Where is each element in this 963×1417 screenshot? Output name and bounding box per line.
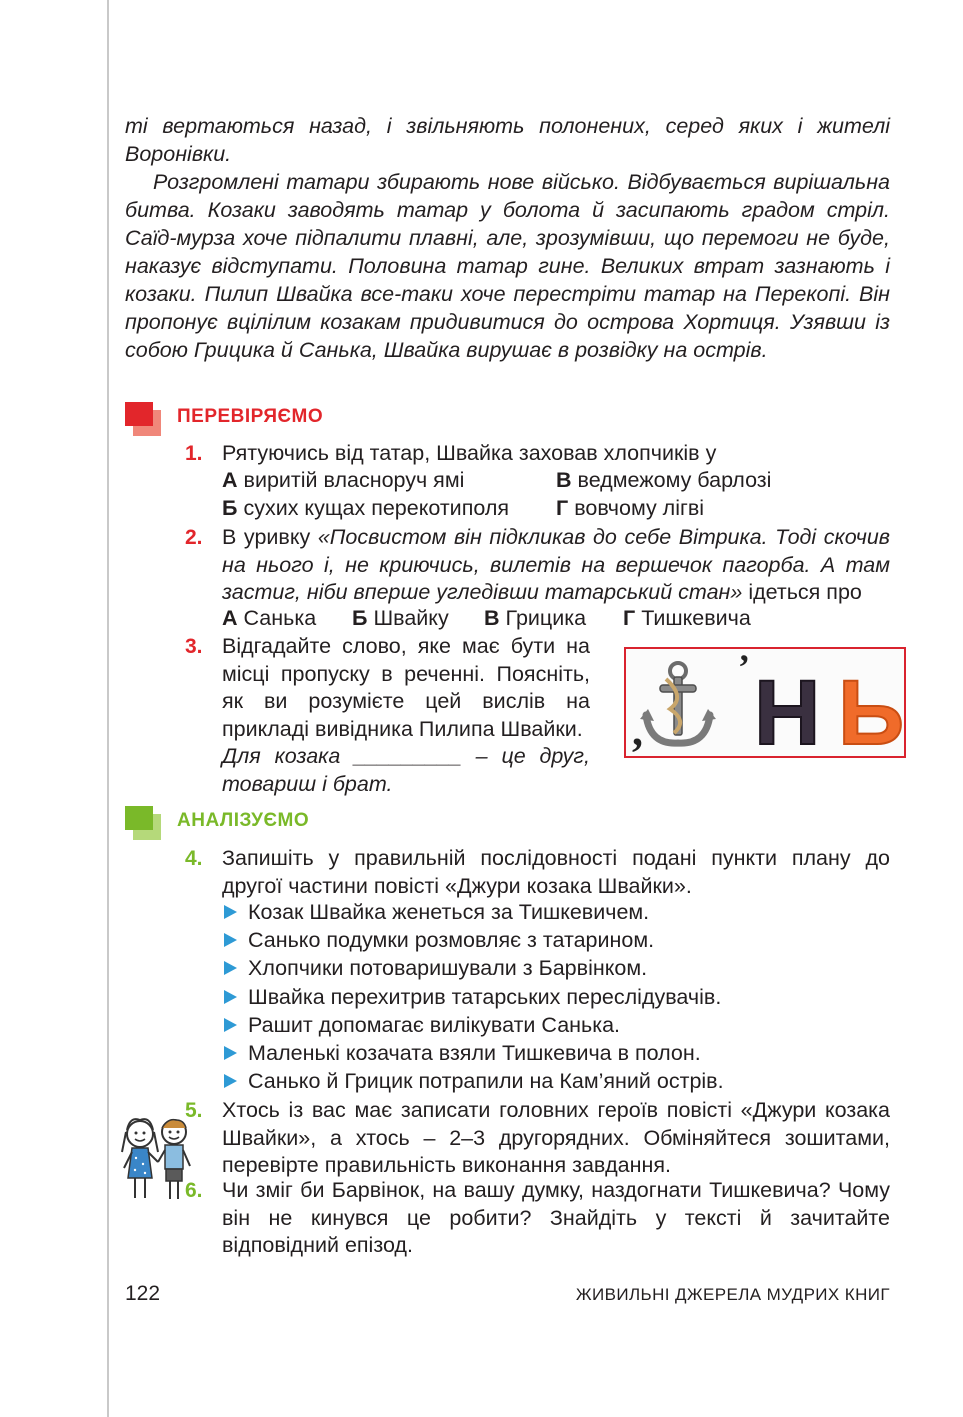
q2-option-a: А Санька — [222, 606, 317, 630]
section-check-title: ПЕРЕВІРЯЄМО — [177, 406, 324, 427]
list-item: Санько й Грицик потрапили на Кам’яний острів. — [222, 1067, 892, 1095]
section-check-icon — [125, 402, 163, 436]
story-paragraph-1: ті вертаються назад, і звільняють полонених, серед яких і жителі Воронівки. — [125, 114, 890, 166]
question-1-text: Рятуючись від татар, Швайка заховав хлопчиків у — [222, 441, 717, 465]
question-6 — [185, 1177, 890, 1260]
list-item: Хлопчики потоваришували з Барвінком. — [222, 954, 892, 982]
q1-option-g: Г вовчому лігві — [556, 496, 705, 520]
q1-option-v: В ведмежому барлозі — [556, 468, 772, 492]
bullet-triangle-icon — [224, 905, 237, 919]
story-paragraph-2: Розгромлені татари збирають нове військо. Відбувається вирішальна битва. Козаки заводять татар у болота й засипають градом стріл. Саїд-мурза хоче підпалити плавні, але, зрозумівши, що перемоги не буде, наказує відступати. Половина татар гине. Великих втрат зазнають і козаки. Пилип Швайка все-таки хоче перестріти татар на Перекопі. Він пропонує вцілілим козакам придивитися до острова Хортиця. Узявши із собою Грицика й Санька, Швайка вирушає в розвідку на острів. — [125, 170, 890, 362]
list-item: Козак Швайка женеться за Тишкевичем. — [222, 898, 892, 926]
question-4-number: 4. — [185, 847, 203, 870]
question-1 — [185, 440, 890, 468]
book-running-title: ЖИВИЛЬНІ ДЖЕРЕЛА МУДРИХ КНИГ — [575, 1285, 890, 1304]
q2-option-v: В Грицика — [484, 606, 587, 630]
question-5-text: Хтось із вас має записати головних героїв повісті «Джури козака Швайки», а хтось – 2–3 другорядних. Обміняйтеся зошитами, перевірте правильність виконання завдання. — [222, 1098, 890, 1177]
question-6-number: 6. — [185, 1179, 203, 1202]
list-item: Санько подумки розмовляє з татарином. — [222, 926, 892, 954]
question-3-number: 3. — [185, 635, 203, 658]
question-1-number: 1. — [185, 442, 203, 465]
bullet-triangle-icon — [224, 1018, 237, 1032]
section-analyze-title: АНАЛІЗУЄМО — [177, 810, 310, 831]
bullet-triangle-icon — [224, 1046, 237, 1060]
rebus-letter-n: Н — [754, 662, 821, 756]
q1-option-a: А виритій власноруч ямі — [222, 468, 465, 492]
rebus-soft-sign: Ь — [838, 662, 904, 756]
question-6-text: Чи зміг би Барвінок, на вашу думку, наздогнати Тишкевича? Чому він не кинувся це робити? Знайдіть у тексті й зачитайте відповідний епізод. — [222, 1178, 890, 1257]
question-3-sentence: Для козака _________ – це друг, товариш і брат. — [222, 744, 590, 796]
bullet-triangle-icon — [224, 933, 237, 947]
page-number: 122 — [125, 1282, 161, 1305]
q1-option-b: Б сухих кущах перекотиполя — [222, 496, 510, 520]
plan-items-list — [222, 898, 892, 1095]
q2-option-g: Г Тишкевича — [623, 606, 751, 630]
question-4-text: Запишіть у правильній послідовності подані пункти плану до другої частини повісті «Джури козака Швайки». — [222, 846, 890, 898]
section-analyze-icon — [125, 806, 163, 840]
list-item: Маленькі козачата взяли Тишкевича в полон. — [222, 1039, 892, 1067]
question-3-text: Відгадайте слово, яке має бути на місці пропуску в реченні. Поясніть, як ви розумієте цей вислів на прикладі вивідника Пилипа Швайки. — [222, 634, 590, 741]
rebus-picture — [624, 647, 906, 758]
bullet-triangle-icon — [224, 1074, 237, 1088]
list-item: Рашит допомагає вилікувати Санька. — [222, 1011, 892, 1039]
page-margin-line — [107, 0, 109, 1417]
question-5-number: 5. — [185, 1099, 203, 1122]
question-4 — [185, 845, 890, 900]
q2-option-b: Б Швайку — [352, 606, 449, 630]
question-2 — [185, 524, 890, 607]
rebus-comma: , — [632, 706, 643, 755]
anchor-icon — [640, 663, 716, 743]
question-3 — [185, 633, 590, 798]
rebus-drawing — [626, 649, 904, 756]
question-5 — [185, 1097, 890, 1180]
bullet-triangle-icon — [224, 990, 237, 1004]
list-item: Швайка перехитрив татарських переслідувачів. — [222, 983, 892, 1011]
question-2-text: В уривку «Посвистом він підкликав до себе Вітрика. Тоді скочив на нього і, не криючись, вилетів на вершечок пагорба. А там застиг, ніби вперше угледівши татарський стан» ідеться про — [222, 525, 891, 604]
bullet-triangle-icon — [224, 961, 237, 975]
question-2-quote: «Посвистом він підкликав до себе Вітрика. Тоді скочив на нього і, не криючись, вилетів на вершечок пагорба. А там застиг, ніби вперше угледівши татарський стан» — [222, 525, 891, 604]
question-2-number: 2. — [185, 526, 203, 549]
rebus-apostrophe: ’ — [738, 649, 750, 687]
